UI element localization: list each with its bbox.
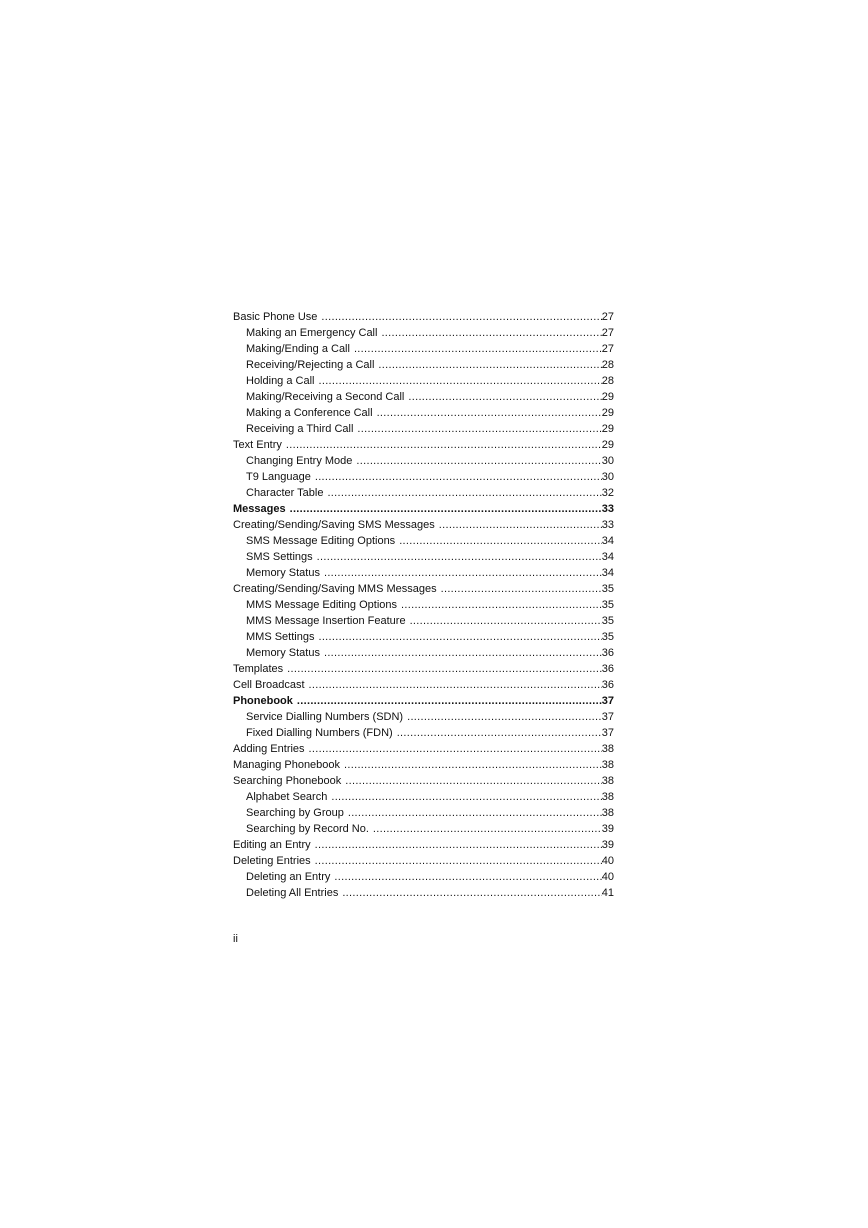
toc-entry-page: 35 (601, 599, 614, 611)
dot-leader (287, 661, 602, 677)
dot-leader (324, 645, 602, 661)
toc-entry[interactable] (233, 629, 614, 645)
toc-entry[interactable] (233, 709, 614, 725)
toc-entry-page: 29 (601, 423, 614, 435)
toc-entry-page: 38 (601, 791, 614, 803)
toc-entry-title: Making/Ending a Call (246, 343, 350, 355)
toc-entry-page: 32 (601, 487, 614, 499)
dot-leader (439, 517, 602, 533)
toc-entry[interactable] (233, 373, 614, 389)
dot-leader (286, 437, 602, 453)
toc-entry[interactable] (233, 693, 614, 709)
dot-leader (342, 885, 601, 901)
toc-entry-page: 41 (601, 887, 614, 899)
toc-entry[interactable] (233, 517, 614, 533)
dot-leader (331, 789, 601, 805)
dot-leader (407, 709, 602, 725)
toc-entry-title: SMS Message Editing Options (246, 535, 396, 547)
toc-entry[interactable] (233, 805, 614, 821)
toc-entry[interactable] (233, 565, 614, 581)
toc-entry-title: Memory Status (246, 647, 320, 659)
toc-entry-title: Deleting All Entries (246, 887, 339, 899)
toc-entry-page: 35 (601, 631, 614, 643)
toc-entry-page: 33 (601, 503, 614, 515)
dot-leader (315, 469, 602, 485)
toc-entry-page: 39 (601, 823, 614, 835)
dot-leader (354, 341, 602, 357)
toc-entry[interactable] (233, 837, 614, 853)
toc-entry-title: Deleting an Entry (246, 871, 331, 883)
toc-entry-page: 33 (601, 519, 614, 531)
toc-entry-page: 34 (601, 567, 614, 579)
dot-leader (315, 837, 602, 853)
toc-entry[interactable] (233, 613, 614, 629)
toc-entry-page: 38 (601, 759, 614, 771)
toc-entry-title: Messages (233, 503, 286, 515)
toc-entry-title: MMS Message Insertion Feature (246, 615, 406, 627)
dot-leader (401, 597, 602, 613)
dot-leader (441, 581, 602, 597)
dot-leader (309, 741, 602, 757)
toc-entry[interactable] (233, 581, 614, 597)
dot-leader (373, 821, 602, 837)
toc-entry-page: 28 (601, 375, 614, 387)
toc-entry-page: 37 (601, 695, 614, 707)
toc-entry-page: 38 (601, 775, 614, 787)
toc-entry[interactable] (233, 597, 614, 613)
toc-entry-title: Editing an Entry (233, 839, 311, 851)
toc-entry-page: 29 (601, 407, 614, 419)
toc-entry[interactable] (233, 437, 614, 453)
toc-entry-title: Holding a Call (246, 375, 315, 387)
toc-entry-title: Making a Conference Call (246, 407, 373, 419)
toc-entry-title: Changing Entry Mode (246, 455, 353, 467)
dot-leader (356, 453, 601, 469)
toc-entry-page: 36 (601, 647, 614, 659)
toc-entry-title: MMS Settings (246, 631, 315, 643)
dot-leader (397, 725, 602, 741)
toc-entry-page: 34 (601, 551, 614, 563)
toc-entry-page: 40 (601, 871, 614, 883)
toc-entry[interactable] (233, 677, 614, 693)
toc-entry-title: Fixed Dialling Numbers (FDN) (246, 727, 393, 739)
toc-entry-title: Basic Phone Use (233, 311, 318, 323)
toc-entry[interactable] (233, 869, 614, 885)
toc-entry[interactable] (233, 453, 614, 469)
toc-entry-title: MMS Message Editing Options (246, 599, 398, 611)
toc-entry-page: 35 (601, 583, 614, 595)
dot-leader (324, 565, 602, 581)
toc-entry-page: 38 (601, 743, 614, 755)
toc-entry-title: Text Entry (233, 439, 282, 451)
toc-entry-title: Receiving a Third Call (246, 423, 354, 435)
toc-entry-page: 29 (601, 439, 614, 451)
toc-entry[interactable] (233, 341, 614, 357)
dot-leader (378, 357, 601, 373)
toc-entry-title: Creating/Sending/Saving MMS Messages (233, 583, 437, 595)
page-number: ii (233, 933, 238, 945)
toc-entry[interactable] (233, 309, 614, 325)
dot-leader (410, 613, 602, 629)
toc-entry-page: 29 (601, 391, 614, 403)
dot-leader (357, 421, 601, 437)
toc-entry-title: Alphabet Search (246, 791, 328, 803)
toc-entry-title: Searching by Group (246, 807, 344, 819)
toc-entry-title: SMS Settings (246, 551, 313, 563)
toc-entry[interactable] (233, 661, 614, 677)
toc-entry-title: Making an Emergency Call (246, 327, 378, 339)
toc-entry-title: Phonebook (233, 695, 293, 707)
toc-entry-page: 35 (601, 615, 614, 627)
toc-entry-page: 39 (601, 839, 614, 851)
dot-leader (377, 405, 602, 421)
toc-entry-page: 34 (601, 535, 614, 547)
toc-entry[interactable] (233, 885, 614, 901)
toc-entry-title: Character Table (246, 487, 324, 499)
toc-entry[interactable] (233, 469, 614, 485)
toc-entry-title: Searching Phonebook (233, 775, 342, 787)
dot-leader (309, 677, 602, 693)
dot-leader (408, 389, 601, 405)
toc-entry[interactable] (233, 389, 614, 405)
toc-entry-title: Memory Status (246, 567, 320, 579)
toc-entry-page: 30 (601, 455, 614, 467)
toc-entry[interactable] (233, 405, 614, 421)
dot-leader (321, 309, 601, 325)
toc-entry-page: 27 (601, 311, 614, 323)
toc-entry[interactable] (233, 645, 614, 661)
table-of-contents (233, 309, 614, 901)
toc-entry[interactable] (233, 821, 614, 837)
dot-leader (297, 693, 602, 709)
toc-entry[interactable] (233, 357, 614, 373)
toc-entry-title: Searching by Record No. (246, 823, 369, 835)
dot-leader (290, 501, 602, 517)
toc-entry-title: Cell Broadcast (233, 679, 305, 691)
toc-entry-title: Deleting Entries (233, 855, 311, 867)
toc-entry-title: Creating/Sending/Saving SMS Messages (233, 519, 435, 531)
toc-entry-title: Service Dialling Numbers (SDN) (246, 711, 404, 723)
toc-entry[interactable] (233, 501, 614, 517)
toc-entry-title: Managing Phonebook (233, 759, 341, 771)
toc-entry-page: 37 (601, 711, 614, 723)
dot-leader (334, 869, 601, 885)
toc-entry[interactable] (233, 485, 614, 501)
toc-entry-page: 36 (601, 679, 614, 691)
dot-leader (327, 485, 601, 501)
dot-leader (318, 373, 601, 389)
toc-entry[interactable] (233, 789, 614, 805)
toc-entry[interactable] (233, 421, 614, 437)
toc-entry[interactable] (233, 325, 614, 341)
toc-entry[interactable] (233, 533, 614, 549)
dot-leader (348, 805, 602, 821)
toc-entry-page: 37 (601, 727, 614, 739)
toc-entry-page: 28 (601, 359, 614, 371)
toc-entry[interactable] (233, 741, 614, 757)
dot-leader (344, 757, 602, 773)
toc-entry-page: 27 (601, 327, 614, 339)
dot-leader (315, 853, 602, 869)
toc-entry-page: 30 (601, 471, 614, 483)
dot-leader (345, 773, 602, 789)
toc-entry-page: 36 (601, 663, 614, 675)
toc-entry-title: Adding Entries (233, 743, 305, 755)
toc-entry-page: 40 (601, 855, 614, 867)
toc-entry-title: Templates (233, 663, 284, 675)
toc-entry-title: T9 Language (246, 471, 311, 483)
toc-entry[interactable] (233, 853, 614, 869)
dot-leader (318, 629, 601, 645)
toc-entry[interactable] (233, 757, 614, 773)
toc-entry-title: Making/Receiving a Second Call (246, 391, 405, 403)
dot-leader (381, 325, 601, 341)
toc-entry[interactable] (233, 725, 614, 741)
dot-leader (399, 533, 602, 549)
toc-entry[interactable] (233, 549, 614, 565)
toc-entry-page: 38 (601, 807, 614, 819)
dot-leader (317, 549, 602, 565)
toc-entry-page: 27 (601, 343, 614, 355)
toc-entry[interactable] (233, 773, 614, 789)
toc-entry-title: Receiving/Rejecting a Call (246, 359, 375, 371)
